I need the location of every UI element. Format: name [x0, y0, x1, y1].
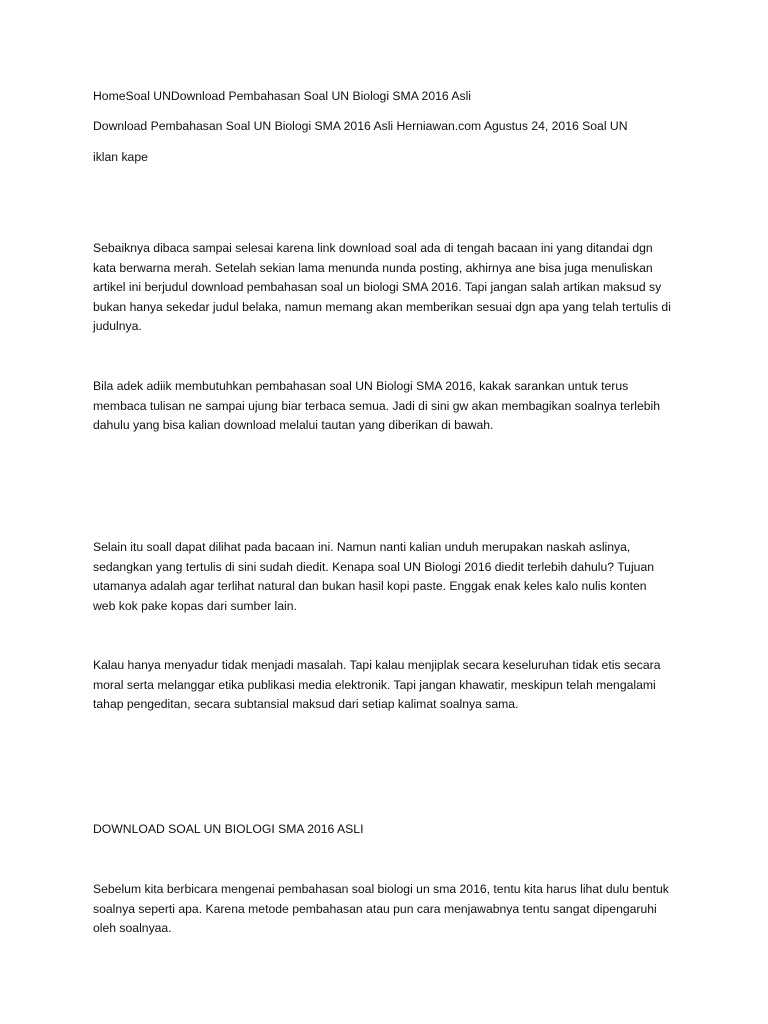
paragraph-ethics: Kalau hanya menyadur tidak menjadi masalah. Tapi kalau menjiplak secara keseluruhan tidak etis secara moral serta melanggar etika publikasi media elektronik. Tapi jangan khawatir, meskipun telah mengalami tahap pengeditan, secara subtansial maksud dari setiap kalimat soalnya sama. — [93, 658, 661, 711]
section-heading: DOWNLOAD SOAL UN BIOLOGI SMA 2016 ASLI — [93, 822, 364, 836]
article-title-line: Download Pembahasan Soal UN Biologi SMA 2016 Asli Herniawan.com Agustus 24, 2016 Soal UN — [93, 119, 628, 133]
paragraph-edited-note: Selain itu soall dapat dilihat pada bacaan ini. Namun nanti kalian unduh merupakan naskah aslinya, sedangkan yang tertulis di sini sudah diedit. Kenapa soal UN Biologi 2016 diedit terlebih dahulu? Tujuan utamanya adalah agar terlihat natural dan bukan hasil kopi paste. Enggak enak keles kalo nulis konten web kok pake kopas dari sumber lain. — [93, 540, 655, 613]
breadcrumb: HomeSoal UNDownload Pembahasan Soal UN Biologi SMA 2016 Asli — [93, 89, 472, 103]
ad-label: iklan kape — [93, 150, 148, 164]
paragraph-intro: Sebaiknya dibaca sampai selesai karena link download soal ada di tengah bacaan ini yang ditandai dgn kata berwarna merah. Setelah sekian lama menunda nunda posting, akhirnya ane bisa juga menuliskan artikel ini berjudul download pembahasan soal un biologi SMA 2016. Tapi jangan salah artikan maksud sy bukan hanya sekedar judul belaka, namun memang akan memberikan sesuai dgn apa yang telah tertulis di judulnya. — [93, 241, 671, 333]
paragraph-read-more: Bila adek adiik membutuhkan pembahasan soal UN Biologi SMA 2016, kakak sarankan untuk terus membaca tulisan ne sampai ujung biar terbaca semua. Jadi di sini gw akan membagikan soalnya terlebih dahulu yang bisa kalian download melalui tautan yang diberikan di bawah. — [93, 379, 661, 432]
paragraph-closing: Sebelum kita berbicara mengenai pembahasan soal biologi un sma 2016, tentu kita harus lihat dulu bentuk soalnya seperti apa. Karena metode pembahasan atau pun cara menjawabnya tentu sangat dipengaruhi oleh soalnyaa. — [93, 882, 669, 935]
